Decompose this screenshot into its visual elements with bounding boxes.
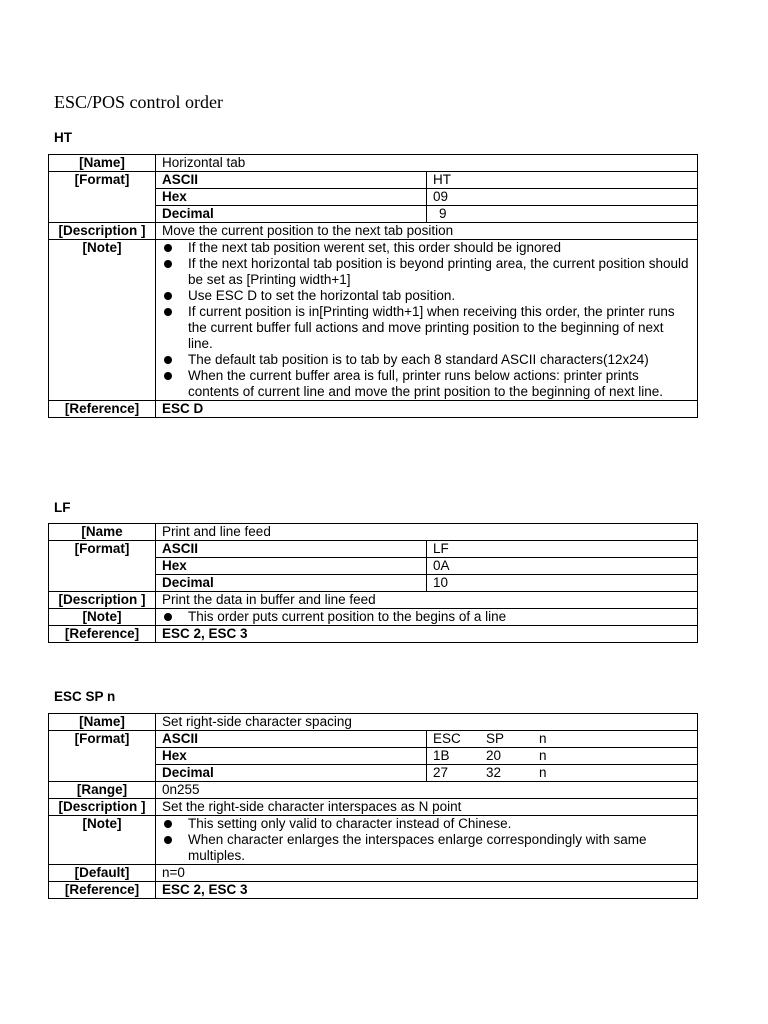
format-ascii-label: ASCII [156,172,427,189]
description-value: Move the current position to the next tab position [156,223,698,240]
table-row [49,816,698,865]
format-decimal-label: Decimal [156,206,427,223]
format-hex-value: 0A [427,558,698,575]
table-row [49,541,698,558]
command-table-ht [48,154,698,418]
format-value: n [539,748,547,763]
table-row [49,626,698,643]
name-value: Set right-side character spacing [156,714,698,731]
description-value: Print the data in buffer and line feed [156,592,698,609]
list-item: This setting only valid to character instead of Chinese. [162,816,691,832]
note-cell [156,816,698,865]
section-heading-lf: LF [54,500,71,515]
format-label: [Format] [49,731,156,782]
note-label: [Note] [49,816,156,865]
format-value: 20 [486,748,502,763]
name-value: Horizontal tab [156,155,698,172]
format-hex-label: Hex [156,748,427,765]
list-item: The default tab position is to tab by each 8 standard ASCII characters(12x24) [162,352,691,368]
format-value: 32 [486,765,502,780]
description-label: [Description ] [49,592,156,609]
format-value: 27 [433,765,449,780]
page-title: ESC/POS control order [54,92,223,112]
reference-label: [Reference] [49,626,156,643]
list-item: Use ESC D to set the horizontal tab position. [162,288,691,304]
description-value: Set the right-side character interspaces as N point [156,799,698,816]
default-value: n=0 [156,865,698,882]
format-value: 1B [433,748,450,763]
reference-label: [Reference] [49,882,156,899]
table-row [49,223,698,240]
reference-label: [Reference] [49,401,156,418]
note-cell [156,609,698,626]
table-row [49,882,698,899]
list-item: This order puts current position to the begins of a line [162,609,691,625]
format-ascii-label: ASCII [156,541,427,558]
default-label: [Default] [49,865,156,882]
format-value: SP [486,731,505,746]
reference-value: ESC 2, ESC 3 [156,626,698,643]
range-value: 0n255 [156,782,698,799]
table-row [49,799,698,816]
range-label: [Range] [49,782,156,799]
note-list [162,816,691,864]
format-ascii-value: HT [427,172,698,189]
format-decimal-value [427,765,698,782]
table-row [49,782,698,799]
format-ascii-value [427,731,698,748]
reference-value: ESC D [156,401,698,418]
note-list [162,609,691,625]
note-cell [156,240,698,401]
name-label: [Name] [49,714,156,731]
table-row [49,592,698,609]
format-value: ESC [433,731,461,746]
note-list [162,240,691,400]
list-item: When character enlarges the interspaces enlarge correspondingly with same multiples. [162,832,691,864]
description-label: [Description ] [49,223,156,240]
format-hex-label: Hex [156,558,427,575]
table-row [49,155,698,172]
section-heading-ht: HT [54,130,72,145]
name-label: [Name [49,524,156,541]
note-label: [Note] [49,240,156,401]
format-decimal-label: Decimal [156,765,427,782]
table-row [49,524,698,541]
format-value: n [539,765,547,780]
command-table-esc-sp-n [48,713,698,899]
section-heading-esc-sp-n: ESC SP n [54,689,116,704]
format-decimal-value: 9 [427,206,698,223]
table-row [49,609,698,626]
format-ascii-value: LF [427,541,698,558]
table-row [49,240,698,401]
list-item: If the next horizontal tab position is beyond printing area, the current position should be set as [Printing width+1] [162,256,691,288]
name-value: Print and line feed [156,524,698,541]
list-item: If current position is in[Printing width+1] when receiving this order, the printer runs the current buffer full actions and move printing position to the beginning of next line. [162,304,691,352]
format-ascii-label: ASCII [156,731,427,748]
note-label: [Note] [49,609,156,626]
format-value: n [539,731,547,746]
table-row [49,172,698,189]
command-table-lf [48,523,698,643]
table-row [49,865,698,882]
format-label: [Format] [49,172,156,223]
list-item: If the next tab position werent set, this order should be ignored [162,240,691,256]
format-decimal-label: Decimal [156,575,427,592]
description-label: [Description ] [49,799,156,816]
format-label: [Format] [49,541,156,592]
format-decimal-value: 10 [427,575,698,592]
list-item: When the current buffer area is full, printer runs below actions: printer prints contents of current line and move the print position to the beginning of next line. [162,368,691,400]
table-row [49,731,698,748]
table-row [49,401,698,418]
format-hex-value [427,748,698,765]
format-hex-value: 09 [427,189,698,206]
table-row [49,714,698,731]
format-hex-label: Hex [156,189,427,206]
name-label: [Name] [49,155,156,172]
reference-value: ESC 2, ESC 3 [156,882,698,899]
